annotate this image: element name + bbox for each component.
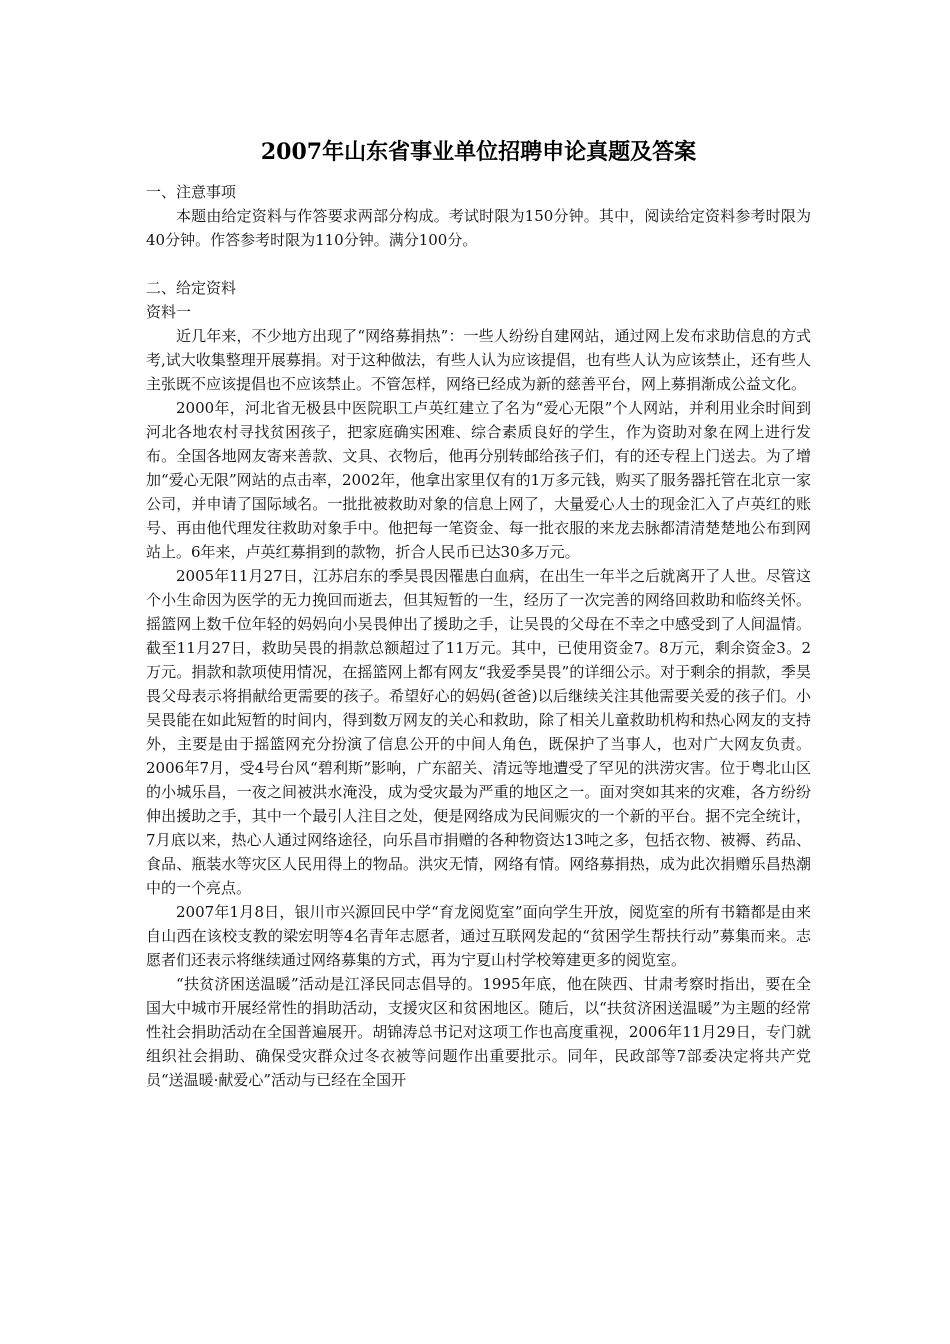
section-spacer (146, 252, 811, 276)
material-paragraph: 2005年11月27日，江苏启东的季昊畏因罹患白血病，在出生一年半之后就离开了人世。尽管这个小生命因为医学的无力挽回而逝去，但其短暂的一生，经历了一次完善的网络回救助和临终关怀。摇篮网上数千位年轻的妈妈向小吴畏伸出了援助之手，让吴畏的父母在不幸之中感受到了人间温情。截至11月27日，救助吴畏的捐款总额超过了11万元。其中，已使用资金7。8万元，剩余资金3。2万元。捐款和款项使用情况，在摇篮网上都有网友“我爱季昊畏”的详细公示。对于剩余的捐款，季昊畏父母表示将捐献给更需要的孩子。希望好心的妈妈(爸爸)以后继续关注其他需要关爱的孩子们。小吴畏能在如此短暂的时间内，得到数万网友的关心和救助，除了相关儿童救助机构和热心网友的支持外，主要是由于摇篮网充分扮演了信息公开的中间人角色，既保护了当事人，也对广大网友负责。2006年7月，受4号台风“碧利斯”影响，广东韶关、清远等地遭受了罕见的洪涝灾害。位于粤北山区的小城乐昌，一夜之间被洪水淹没，成为受灾最为严重的地区之一。面对突如其来的灾难，各方纷纷伸出援助之手，其中一个最引人注目之处，便是网络成为民间赈灾的一个新的平台。据不完全统计，7月底以来，热心人通过网络途径，向乐昌市捐赠的各种物资达13吨之多，包括衣物、被褥、药品、食品、瓶装水等灾区人民用得上的物品。洪灾无情，网络有情。网络募捐热，成为此次捐赠乐昌热潮中的一个亮点。 (146, 567, 811, 897)
material-label: 资料一 (146, 303, 192, 321)
document-title: 2007年山东省事业单位招聘申论真题及答案 (260, 139, 697, 165)
material-paragraph: 2000年，河北省无极县中医院职工卢英红建立了名为“爱心无限”个人网站，并利用业余时间到河北各地农村寻找贫困孩子，把家庭确实困难、综合素质良好的学生，作为资助对象在网上进行发布。全国各地网友寄来善款、文具、衣物后，他再分别转邮给孩子们，有的还专程上门送去。为了增加“爱心无限”网站的点击率，2002年，他拿出家里仅有的1万多元钱，购买了服务器托管在北京一家公司，并申请了国际域名。一批批被救助对象的信息上网了，大量爱心人士的现金汇入了卢英红的账号、再由他代理发往救助对象手中。他把每一笔资金、每一批衣服的来龙去脉都清清楚楚地公布到网站上。6年来，卢英红募捐到的款物，折合人民币已达30多万元。 (146, 399, 811, 561)
material-paragraph: “扶贫济困送温暖”活动是江泽民同志倡导的。1995年底，他在陕西、甘肃考察时指出，要在全国大中城市开展经常性的捐助活动，支援灾区和贫困地区。随后，以“扶贫济困送温暖”为主题的经常性社会捐助活动在全国普遍展开。胡锦涛总书记对这项工作也高度重视，2006年11月29日，专门就组织社会捐助、确保受灾群众过冬衣被等问题作出重要批示。同年，民政部等7部委决定将共产党员“送温暖·献爱心”活动与已经在全国开 (146, 975, 811, 1089)
material-paragraph: 近几年来，不少地方出现了“网络募捐热”：一些人纷纷自建网站，通过网上发布求助信息的方式考,试大收集整理开展募捐。对于这种做法，有些人认为应该提倡，也有些人认为应该禁止，还有些人主张既不应该提倡也不应该禁止。不管怎样，网络已经成为新的慈善平台，网上募捐渐成公益文化。 (146, 327, 811, 393)
document-page (146, 130, 811, 1092)
notes-paragraph: 本题由给定资料与作答要求两部分构成。考试时限为150分钟。其中，阅读给定资料参考时限为40分钟。作答参考时限为110分钟。满分100分。 (146, 207, 811, 249)
section-heading-materials: 二、给定资料 (146, 279, 237, 297)
material-paragraph: 2007年1月8日，银川市兴源回民中学“育龙阅览室”面向学生开放，阅览室的所有书籍都是由来自山西在该校支教的梁宏明等4名青年志愿者，通过互联网发起的“贫困学生帮扶行动”募集而来。志愿者们还表示将继续通过网络募集的方式，再为宁夏山村学校筹建更多的阅览室。 (146, 903, 811, 969)
section-heading-notes: 一、注意事项 (146, 183, 237, 201)
